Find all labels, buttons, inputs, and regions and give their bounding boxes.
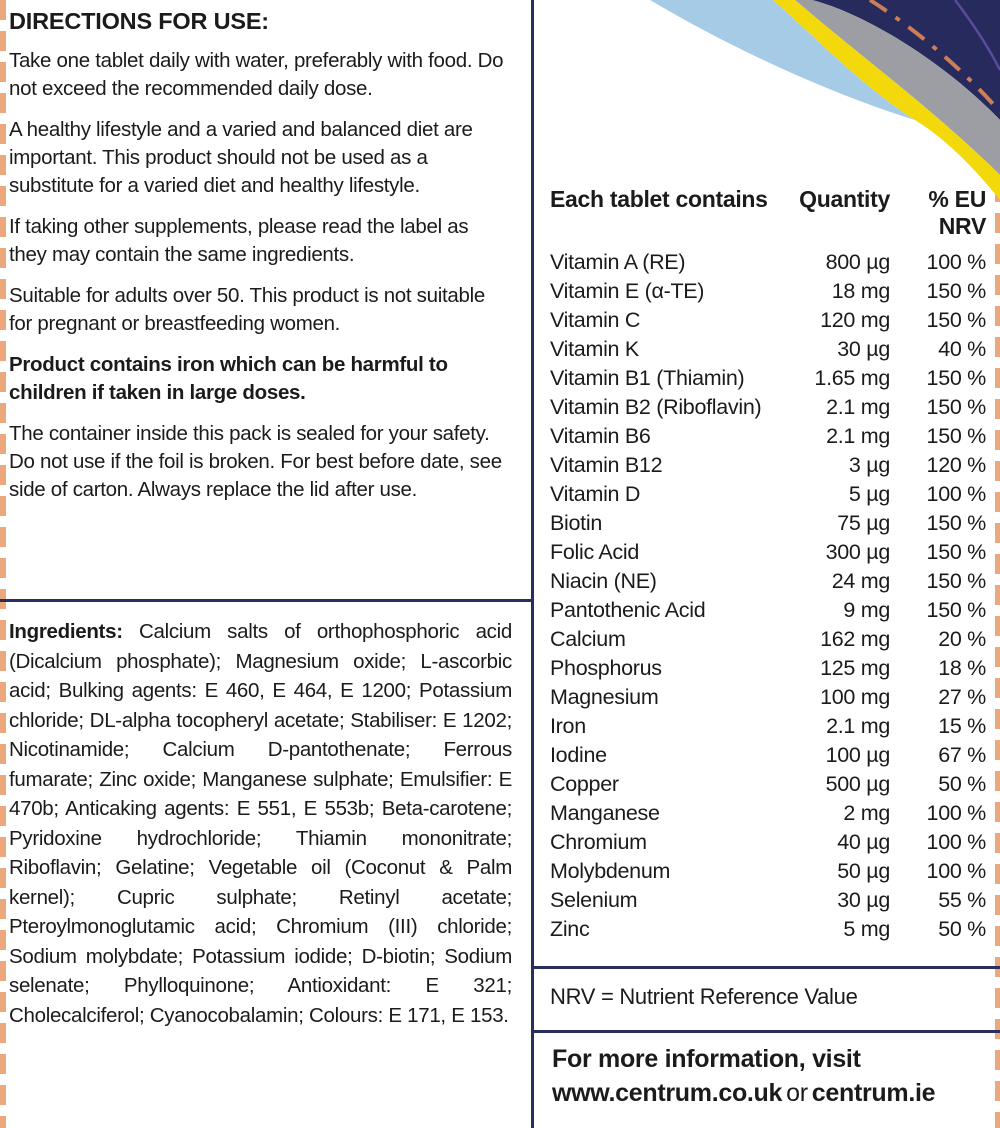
more-info-footer xyxy=(534,1042,1000,1110)
nutrient-nrv: 40 % xyxy=(938,337,986,361)
table-row xyxy=(550,712,986,741)
table-row xyxy=(550,422,986,451)
nutrient-quantity: 2.1 mg xyxy=(826,714,890,738)
nutrient-quantity: 2.1 mg xyxy=(826,424,890,448)
table-row xyxy=(550,567,986,596)
nutrient-nrv: 100 % xyxy=(926,830,986,854)
nutrient-quantity: 125 mg xyxy=(820,656,890,680)
nutrient-quantity: 300 µg xyxy=(825,540,890,564)
nutrient-quantity: 162 mg xyxy=(820,627,890,651)
table-row xyxy=(550,393,986,422)
table-row xyxy=(550,741,986,770)
nutrient-name: Pantothenic Acid xyxy=(550,598,706,622)
table-row xyxy=(550,364,986,393)
directions-paragraph: Suitable for adults over 50. This product is not suitable for pregnant or breastfeeding women. xyxy=(9,284,485,335)
table-row xyxy=(550,683,986,712)
table-header-eu-nrv: % EU xyxy=(928,186,986,212)
nutrient-name: Iodine xyxy=(550,743,607,767)
table-row xyxy=(550,480,986,509)
table-row xyxy=(550,654,986,683)
table-row xyxy=(550,277,986,306)
nutrient-nrv: 150 % xyxy=(926,366,986,390)
table-header-nrv: NRV xyxy=(938,213,986,239)
nutrient-nrv: 18 % xyxy=(938,656,986,680)
table-header-contains: Each tablet contains xyxy=(550,186,768,212)
nutrient-name: Vitamin E (α-TE) xyxy=(550,279,705,303)
nutrient-nrv: 67 % xyxy=(938,743,986,767)
table-row xyxy=(550,857,986,886)
table-row xyxy=(550,509,986,538)
table-bottom-line xyxy=(533,966,1000,969)
nutrient-quantity: 2.1 mg xyxy=(826,395,890,419)
nutrient-name: Vitamin C xyxy=(550,308,641,332)
nutrient-name: Vitamin B2 (Riboflavin) xyxy=(550,395,762,419)
footer-line2 xyxy=(552,1076,1000,1110)
nutrient-quantity: 100 µg xyxy=(825,743,890,767)
table-row xyxy=(550,248,986,277)
nutrient-quantity: 1.65 mg xyxy=(814,366,890,390)
nutrient-nrv: 50 % xyxy=(938,772,986,796)
nutrient-quantity: 2 mg xyxy=(843,801,890,825)
nutrient-nrv: 150 % xyxy=(926,308,986,332)
directions-paragraph: A healthy lifestyle and a varied and balanced diet are important. This product should not be used as a substitute for a varied diet and healthy lifestyle. xyxy=(9,118,473,197)
nutrient-name: Biotin xyxy=(550,511,602,535)
ingredients-paragraph xyxy=(9,617,512,1030)
footer-url-uk: www.centrum.co.uk xyxy=(552,1079,783,1107)
nutrient-name: Niacin (NE) xyxy=(550,569,657,593)
nutrient-name: Zinc xyxy=(550,917,590,941)
nutrient-quantity: 18 mg xyxy=(831,279,890,303)
nutrient-name: Magnesium xyxy=(550,685,659,709)
nutrient-name: Vitamin B6 xyxy=(550,424,651,448)
nutrient-quantity: 30 µg xyxy=(837,888,890,912)
nutrient-quantity: 3 µg xyxy=(848,453,890,477)
table-row xyxy=(550,596,986,625)
nutrient-name: Phosphorus xyxy=(550,656,662,680)
nutrient-nrv: 50 % xyxy=(938,917,986,941)
nutrient-nrv: 15 % xyxy=(938,714,986,738)
nutrient-nrv: 150 % xyxy=(926,511,986,535)
nutrient-quantity: 800 µg xyxy=(825,250,890,274)
nutrient-quantity: 9 mg xyxy=(843,598,890,622)
footer-top-line xyxy=(533,1030,1000,1033)
nutrient-name: Vitamin A (RE) xyxy=(550,250,686,274)
nutrient-name: Copper xyxy=(550,772,619,796)
nutrient-quantity: 75 µg xyxy=(837,511,890,535)
nutrient-nrv: 150 % xyxy=(926,424,986,448)
table-row xyxy=(550,538,986,567)
nutrient-nrv: 100 % xyxy=(926,801,986,825)
nutrient-nrv: 55 % xyxy=(938,888,986,912)
footer-conjunction: or xyxy=(786,1079,808,1107)
nutrient-quantity: 40 µg xyxy=(837,830,890,854)
nutrient-quantity: 24 mg xyxy=(831,569,890,593)
nutrient-name: Vitamin K xyxy=(550,337,639,361)
nutrient-nrv: 150 % xyxy=(926,279,986,303)
table-header-quantity: Quantity xyxy=(799,186,890,212)
nutrient-name: Calcium xyxy=(550,627,626,651)
nutrient-nrv: 20 % xyxy=(938,627,986,651)
nutrient-name: Chromium xyxy=(550,830,647,854)
nutrient-name: Manganese xyxy=(550,801,660,825)
section-divider-line xyxy=(0,599,532,602)
nutrient-quantity: 500 µg xyxy=(825,772,890,796)
nutrient-nrv: 150 % xyxy=(926,540,986,564)
nutrient-nrv: 150 % xyxy=(926,598,986,622)
nutrient-name: Molybdenum xyxy=(550,859,671,883)
nutrient-name: Vitamin B1 (Thiamin) xyxy=(550,366,745,390)
directions-paragraph: If taking other supplements, please read the label as they may contain the same ingredients. xyxy=(9,215,469,266)
nrv-definition-note: NRV = Nutrient Reference Value xyxy=(550,984,858,1009)
nutrient-name: Selenium xyxy=(550,888,638,912)
directions-paragraph: Take one tablet daily with water, preferably with food. Do not exceed the recommended daily dose. xyxy=(9,49,504,100)
nutrient-name: Vitamin D xyxy=(550,482,641,506)
nutrient-nrv: 100 % xyxy=(926,250,986,274)
table-row xyxy=(550,625,986,654)
nutrient-quantity: 30 µg xyxy=(837,337,890,361)
directions-paragraph: The container inside this pack is sealed for your safety. Do not use if the foil is broken. For best before date, see side of carton. Always replace the lid after use. xyxy=(9,422,502,501)
directions-heading: DIRECTIONS FOR USE: xyxy=(9,8,269,34)
nutrient-nrv: 120 % xyxy=(926,453,986,477)
table-header-row xyxy=(550,186,986,213)
nutrient-quantity: 50 µg xyxy=(837,859,890,883)
nutrient-name: Vitamin B12 xyxy=(550,453,663,477)
nutrient-quantity: 100 mg xyxy=(820,685,890,709)
table-row xyxy=(550,799,986,828)
ingredients-text: Calcium salts of orthophosphoric acid (Dicalcium phosphate); Magnesium oxide; L-ascorbic acid; Bulking agents: E 460, E 464, E 1200; Potassium chloride; DL-alpha tocopheryl acetate; Stabiliser: E 1202; Nicotinamide; Calcium D-pantothenate; Ferrous fumarate; Zinc oxide; Manganese sulphate; Emulsifier: E 470b; Anticaking agents: E 551, E 553b; Beta-carotene; Pyridoxine hydrochloride; Thiamin mononitrate; Riboflavin; Gelatine; Vegetable oil (Coconut & Palm kernel); Cupric sulphate; Retinyl acetate; Pteroylmonoglutamic acid; Chromium (III) chloride; Sodium molybdate; Potassium iodide; D-biotin; Sodium selenate; Phylloquinone; Antioxidant: E 321; Cholecalciferol; Cyanocobalamin; Colours: E 171, E 153. xyxy=(9,620,512,1027)
nutrient-nrv: 150 % xyxy=(926,569,986,593)
nutrient-nrv: 27 % xyxy=(938,685,986,709)
ingredients-heading: Ingredients: xyxy=(9,620,123,643)
nutrient-quantity: 5 µg xyxy=(848,482,890,506)
table-row xyxy=(550,451,986,480)
nutrient-nrv: 150 % xyxy=(926,395,986,419)
table-row xyxy=(550,770,986,799)
table-header-row2 xyxy=(550,213,986,239)
table-row xyxy=(550,306,986,335)
footer-url-ie: centrum.ie xyxy=(811,1079,936,1107)
nutrient-quantity: 120 mg xyxy=(820,308,890,332)
nutrition-table xyxy=(534,186,1000,944)
directions-paragraphs xyxy=(9,47,510,504)
table-row xyxy=(550,335,986,364)
table-row xyxy=(550,886,986,915)
table-row xyxy=(550,828,986,857)
directions-panel xyxy=(9,4,510,517)
table-row xyxy=(550,915,986,944)
nutrient-name: Folic Acid xyxy=(550,540,640,564)
directions-paragraph: Product contains iron which can be harmful to children if taken in large doses. xyxy=(9,353,448,404)
nutrient-nrv: 100 % xyxy=(926,482,986,506)
footer-line1: For more information, visit xyxy=(552,1045,861,1073)
table-rows xyxy=(550,248,986,944)
nutrient-nrv: 100 % xyxy=(926,859,986,883)
nutrient-name: Iron xyxy=(550,714,586,738)
nutrient-quantity: 5 mg xyxy=(843,917,890,941)
crop-mark-left xyxy=(0,0,6,1128)
